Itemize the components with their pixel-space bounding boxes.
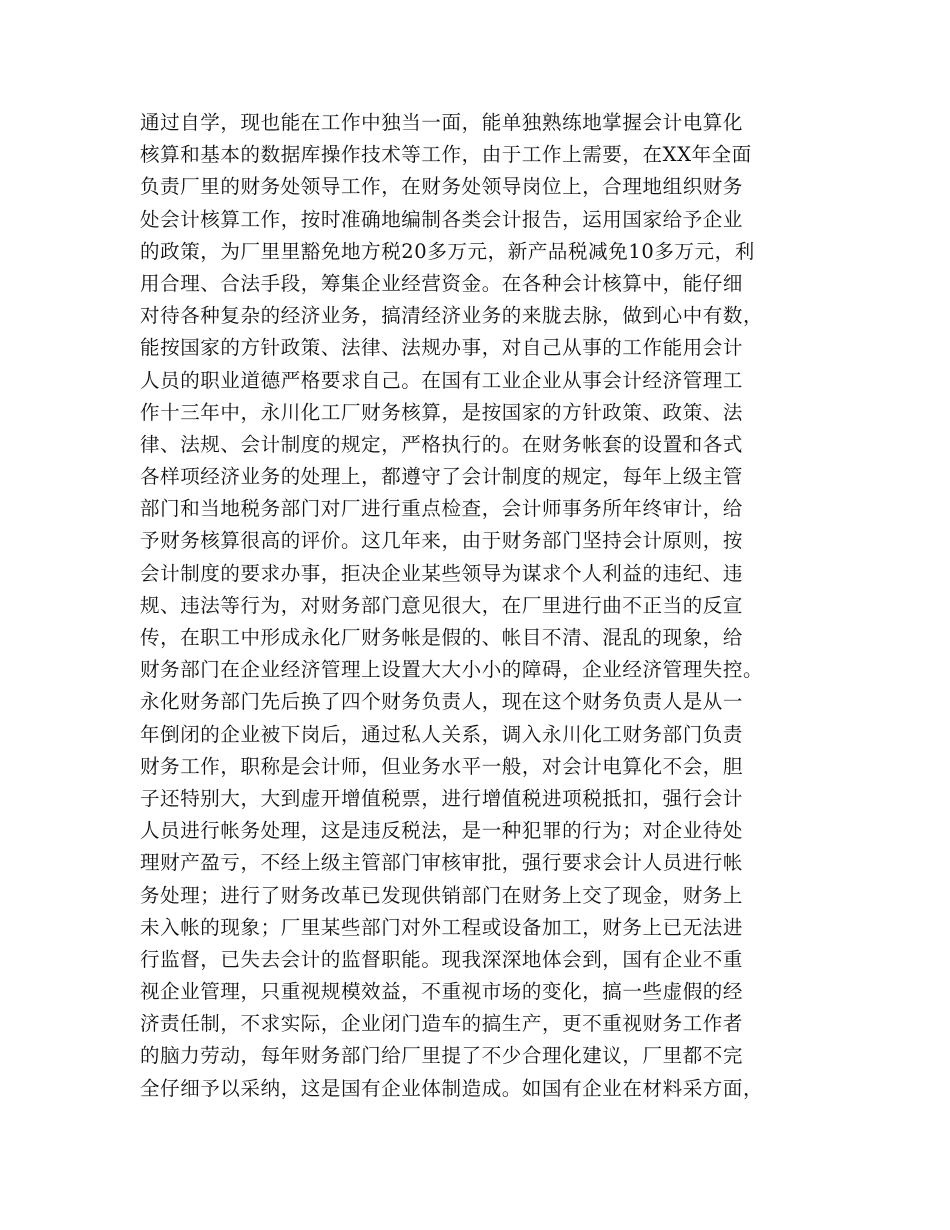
text-line: 人员进行帐务处理，这是违反税法，是一种犯罪的行为；对企业待处 <box>140 819 744 843</box>
text-line: 务处理；进行了财务改革已发现供销部门在财务上交了现金，财务上 <box>140 883 744 907</box>
text-line: 作十三年中，永川化工厂财务核算，是按国家的方针政策、政策、法 <box>140 400 744 424</box>
text-line: 全仔细予以采纳，这是国有企业体制造成。如国有企业在材料采方面， <box>140 1076 764 1100</box>
text-line: 济责任制，不求实际，企业闭门造车的搞生产，更不重视财务工作者 <box>140 1012 744 1036</box>
text-line: 视企业管理，只重视规模效益，不重视市场的变化，搞一些虚假的经 <box>140 980 744 1004</box>
text-line: 永化财务部门先后换了四个财务负责人，现在这个财务负责人是从一 <box>140 690 744 714</box>
text-line: 理财产盈亏，不经上级主管部门审核审批，强行要求会计人员进行帐 <box>140 851 744 875</box>
text-line: 对待各种复杂的经济业务，搞清经济业务的来胧去脉，做到心中有数， <box>140 304 764 328</box>
text-line: 未入帐的现象；厂里某些部门对外工程或设备加工，财务上已无法进 <box>140 915 744 939</box>
text-line: 的脑力劳动，每年财务部门给厂里提了不少合理化建议，厂里都不完 <box>140 1044 744 1068</box>
text-line: 用合理、合法手段，筹集企业经营资金。在各种会计核算中，能仔细 <box>140 271 744 295</box>
text-line: 子还特别大，大到虚开增值税票，进行增值税进项税抵扣，强行会计 <box>140 786 744 810</box>
text-line: 行监督，已失去会计的监督职能。现我深深地体会到，国有企业不重 <box>140 947 744 971</box>
text-line: 通过自学，现也能在工作中独当一面，能单独熟练地掌握会计电算化 <box>140 111 744 134</box>
text-line: 负责厂里的财务处领导工作，在财务处领导岗位上，合理地组织财务 <box>140 175 744 199</box>
text-line: 予财务核算很高的评价。这几年来，由于财务部门坚持会计原则，按 <box>140 529 744 553</box>
text-line: 各样项经济业务的处理上，都遵守了会计制度的规定，每年上级主管 <box>140 465 744 489</box>
text-line: 的政策，为厂里里豁免地方税20多万元，新产品税减免10多万元，利 <box>140 239 755 263</box>
text-line: 年倒闭的企业被下岗后，通过私人关系，调入永川化工财务部门负责 <box>140 722 744 746</box>
text-line: 财务工作，职称是会计师，但业务水平一般，对会计电算化不会，胆 <box>140 754 744 778</box>
text-line: 财务部门在企业经济管理上设置大大小小的障碍，企业经济管理失控。 <box>140 658 764 682</box>
text-line: 会计制度的要求办事，拒决企业某些领导为谋求个人利益的违纪、违 <box>140 561 744 585</box>
text-line: 能按国家的方针政策、法律、法规办事，对自己从事的工作能用会计 <box>140 336 744 360</box>
text-line: 处会计核算工作，按时准确地编制各类会计报告，运用国家给予企业 <box>140 207 744 231</box>
text-line: 部门和当地税务部门对厂进行重点检查，会计师事务所年终审计，给 <box>140 497 744 521</box>
text-line: 传，在职工中形成永化厂财务帐是假的、帐目不清、混乱的现象，给 <box>140 626 744 649</box>
text-line: 人员的职业道德严格要求自己。在国有工业企业从事会计经济管理工 <box>140 368 744 392</box>
body-text <box>140 107 820 1105</box>
text-line: 律、法规、会计制度的规定，严格执行的。在财务帐套的设置和各式 <box>140 432 744 456</box>
text-line: 核算和基本的数据库操作技术等工作，由于工作上需要，在XX年全面 <box>140 143 752 167</box>
text-line: 规、违法等行为，对财务部门意见很大，在厂里进行曲不正当的反宣 <box>140 593 744 617</box>
